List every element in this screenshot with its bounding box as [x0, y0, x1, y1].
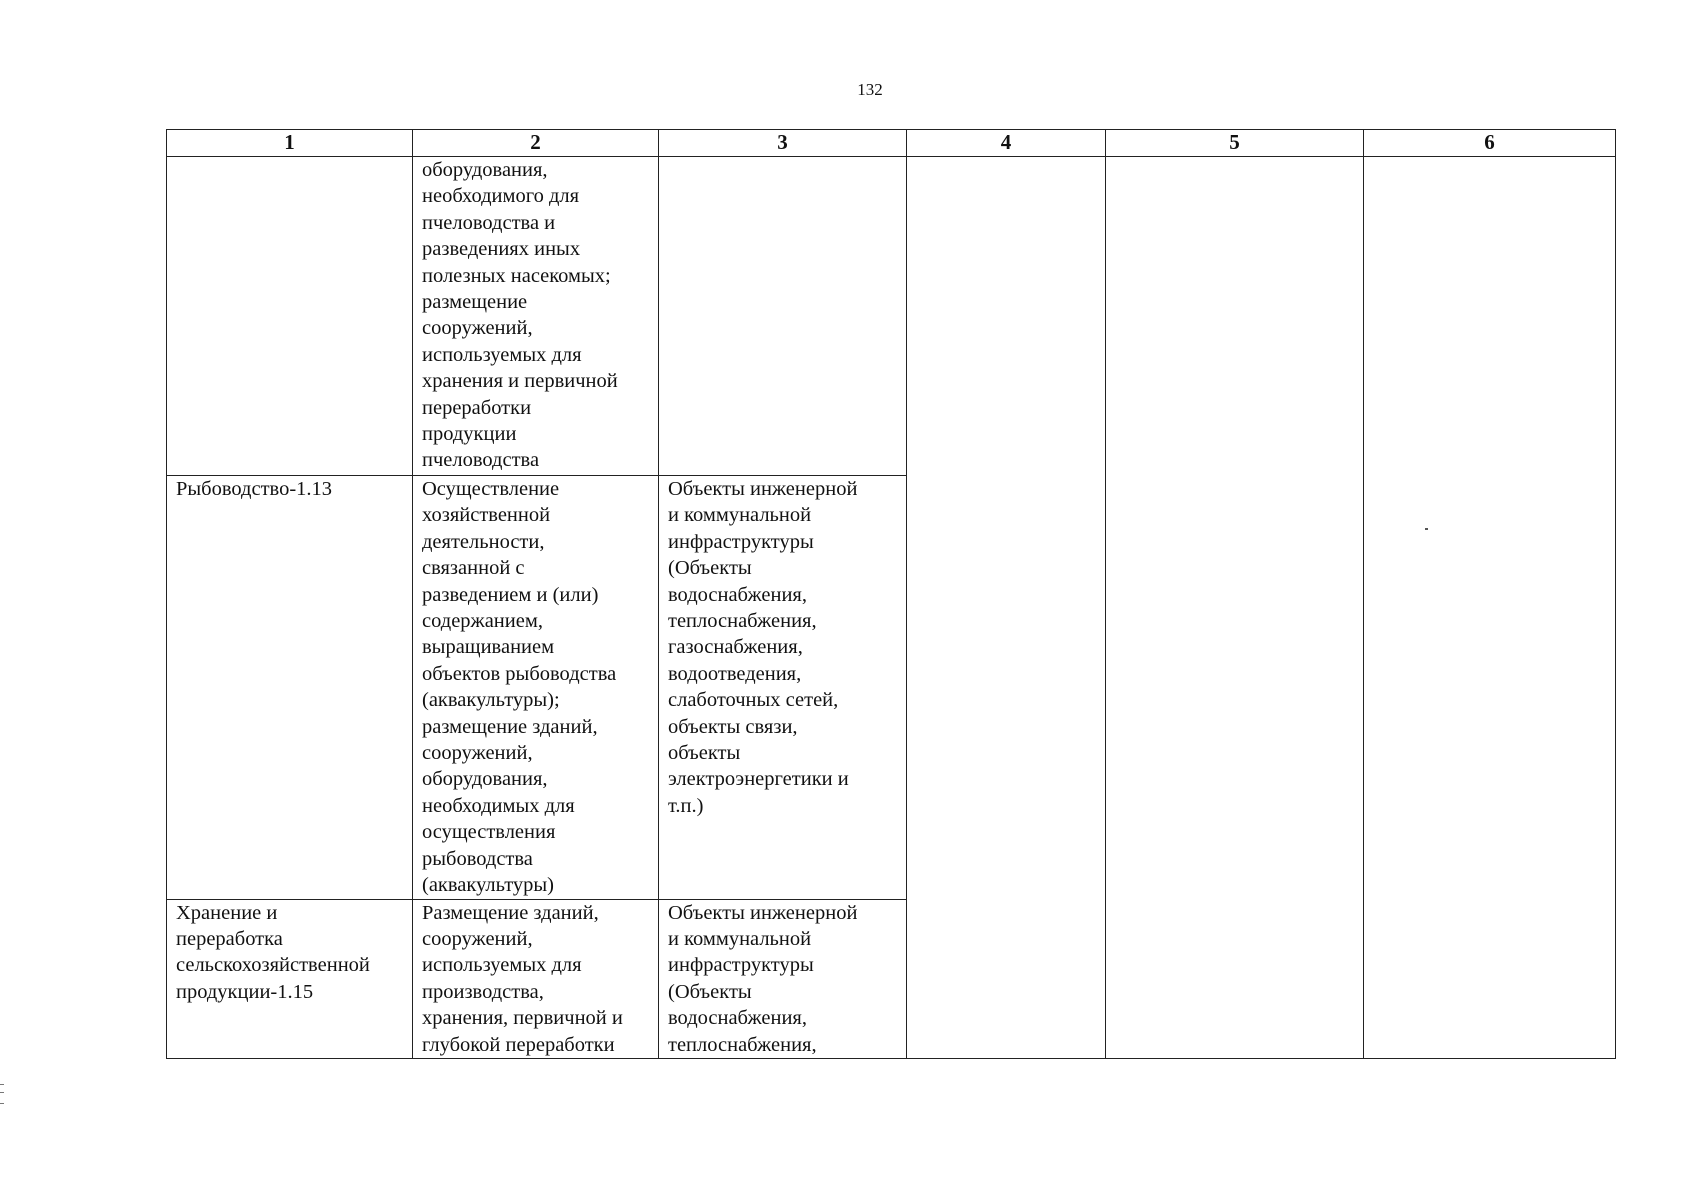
page-number: 132 — [857, 80, 883, 99]
cell-text: Хранение и переработка сельскохозяйственной продукции-1.15 — [176, 901, 370, 1003]
cell-text: Размещение зданий, сооружений, используемых для производства, хранения, первичной и глубокой переработки — [422, 901, 623, 1056]
table-cell-col3 — [659, 157, 907, 476]
cell-text: Объекты инженерной и коммунальной инфраструктуры (Объекты водоснабжения, теплоснабжения, — [668, 901, 858, 1056]
table-cell-col3 — [659, 899, 907, 1058]
table-row — [167, 157, 1616, 476]
cell-text: Осуществление хозяйственной деятельности, связанной с разведением и (или) содержанием, выращиванием объектов рыбоводства (аквакультуры); размещение зданий, сооружений, оборудования, необходимых для осуществления рыбоводства (аквакультуры) — [422, 478, 617, 897]
table-cell-col4 — [907, 157, 1106, 1059]
table-cell-col5 — [1106, 157, 1364, 1059]
table-header-row — [167, 130, 1616, 157]
table-cell-col1 — [167, 476, 413, 900]
document-table — [166, 129, 1616, 1059]
table-cell-col2 — [413, 157, 659, 476]
cell-text: оборудования, необходимого для пчеловодства и разведениях иных полезных насекомых; размещение сооружений, используемых для хранения и первичной переработки продукции пчеловодства — [422, 159, 618, 472]
table-cell-col3 — [659, 476, 907, 900]
column-header-5: 5 — [1106, 130, 1364, 157]
scan-edge-mark — [0, 1084, 4, 1104]
table-cell-col1 — [167, 899, 413, 1058]
column-header-3: 3 — [659, 130, 907, 157]
table-cell-col2 — [413, 476, 659, 900]
column-header-2: 2 — [413, 130, 659, 157]
column-header-1: 1 — [167, 130, 413, 157]
column-header-4: 4 — [907, 130, 1106, 157]
cell-text: Рыбоводство-1.13 — [176, 478, 333, 500]
scan-speck — [1425, 528, 1428, 530]
table-cell-col1 — [167, 157, 413, 476]
column-header-6: 6 — [1364, 130, 1616, 157]
table-cell-col6 — [1364, 157, 1616, 1059]
cell-text: Объекты инженерной и коммунальной инфраструктуры (Объекты водоснабжения, теплоснабжения, газоснабжения, водоотведения, слаботочных сетей, объекты связи, объекты электроэнергетики и т.п.) — [668, 478, 858, 817]
table-cell-col2 — [413, 899, 659, 1058]
